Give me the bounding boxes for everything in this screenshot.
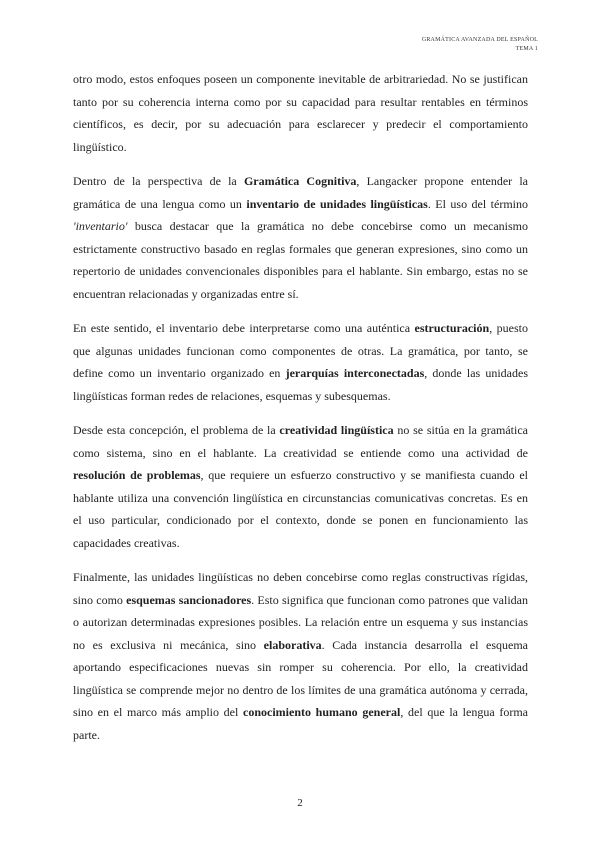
bold-term: estructuración bbox=[414, 321, 490, 335]
text-run: otro modo, estos enfoques poseen un componente inevitable de arbitrariedad. No se justifican tanto por su coherencia interna como por su capacidad para resultar rentables en términos científicos, es decir, por su adecuación para esclarecer y predecir el comportamiento lingüístico. bbox=[73, 72, 528, 154]
bold-term: elaborativa bbox=[263, 637, 322, 652]
running-header bbox=[422, 36, 538, 54]
text-run: , donde las unidades lingüísticas forman redes de relaciones, esquemas y subesquemas. bbox=[73, 366, 529, 403]
text-run: busca destacar que la gramática no debe concebirse como un mecanismo estrictamente constructivo basado en reglas formales que generan expresiones, sino como un repertorio de unidades convencionales disponibles para el hablante. Sin embargo, estas no se encuentran relacionadas y organizadas entre sí. bbox=[73, 219, 528, 301]
bold-term: jerarquías interconectadas bbox=[285, 366, 425, 380]
paragraph-5 bbox=[73, 566, 528, 746]
paragraph-1 bbox=[73, 68, 528, 158]
body-text bbox=[73, 68, 528, 758]
text-run: . Esto significa que funcionan como patrones que validan o autorizan determinadas expresiones posibles. La relación entre un esquema y sus instancias no es exclusiva ni mecánica, sino bbox=[73, 592, 528, 652]
paragraph-2 bbox=[73, 170, 528, 305]
text-run: Dentro de la perspectiva de la bbox=[73, 174, 244, 188]
text-run: . El uso del término bbox=[427, 196, 528, 211]
bold-term: esquemas sancionadores bbox=[126, 592, 252, 607]
text-run: , Langacker propone entender la gramática de una lengua como un bbox=[73, 174, 529, 211]
text-run: , puesto que algunas unidades funcionan como componentes de otras. La gramática, por tanto, se define como un inventario organizado en bbox=[73, 321, 528, 380]
text-run: , que requiere un esfuerzo constructivo y se manifiesta cuando el hablante utiliza una convención lingüística en circunstancias comunicativas concretas. Es en el uso particular, condicionado por el contexto, donde se ponen en funcionamiento las capacidades creativas. bbox=[73, 468, 528, 550]
header-course-title: GRAMÁTICA AVANZADA DEL ESPAÑOL bbox=[421, 37, 538, 43]
bold-term: Gramática Cognitiva bbox=[243, 174, 357, 188]
bold-term: inventario de unidades lingüísticas bbox=[246, 196, 428, 211]
paragraph-4 bbox=[73, 419, 528, 554]
header-unit: TEMA 1 bbox=[515, 46, 538, 52]
text-run: , del que la lengua forma parte. bbox=[73, 705, 528, 742]
text-run: En este sentido, el inventario debe interpretarse como una auténtica bbox=[73, 321, 415, 335]
italic-term: 'inventario' bbox=[73, 219, 128, 233]
text-run: Desde esta concepción, el problema de la bbox=[73, 423, 280, 437]
paragraph-3 bbox=[73, 317, 528, 407]
text-run: no se sitúa en la gramática como sistema, sino en el hablante. La creatividad se entiende como una actividad de bbox=[73, 423, 529, 460]
bold-term: creatividad lingüística bbox=[279, 423, 394, 437]
text-run: Finalmente, las unidades lingüísticas no deben concebirse como reglas constructivas rígidas, sino como bbox=[73, 570, 528, 607]
text-run: . Cada instancia desarrolla el esquema aportando especificaciones nuevas sin romper su coherencia. Por ello, la creatividad lingüística se comprende mejor no dentro de los límites de una gramática autónoma y cerrada, sino en el marco más amplio del bbox=[73, 637, 528, 719]
page-number: 2 bbox=[297, 797, 303, 809]
bold-term: conocimiento humano general bbox=[243, 705, 401, 719]
bold-term: resolución de problemas bbox=[73, 468, 201, 482]
